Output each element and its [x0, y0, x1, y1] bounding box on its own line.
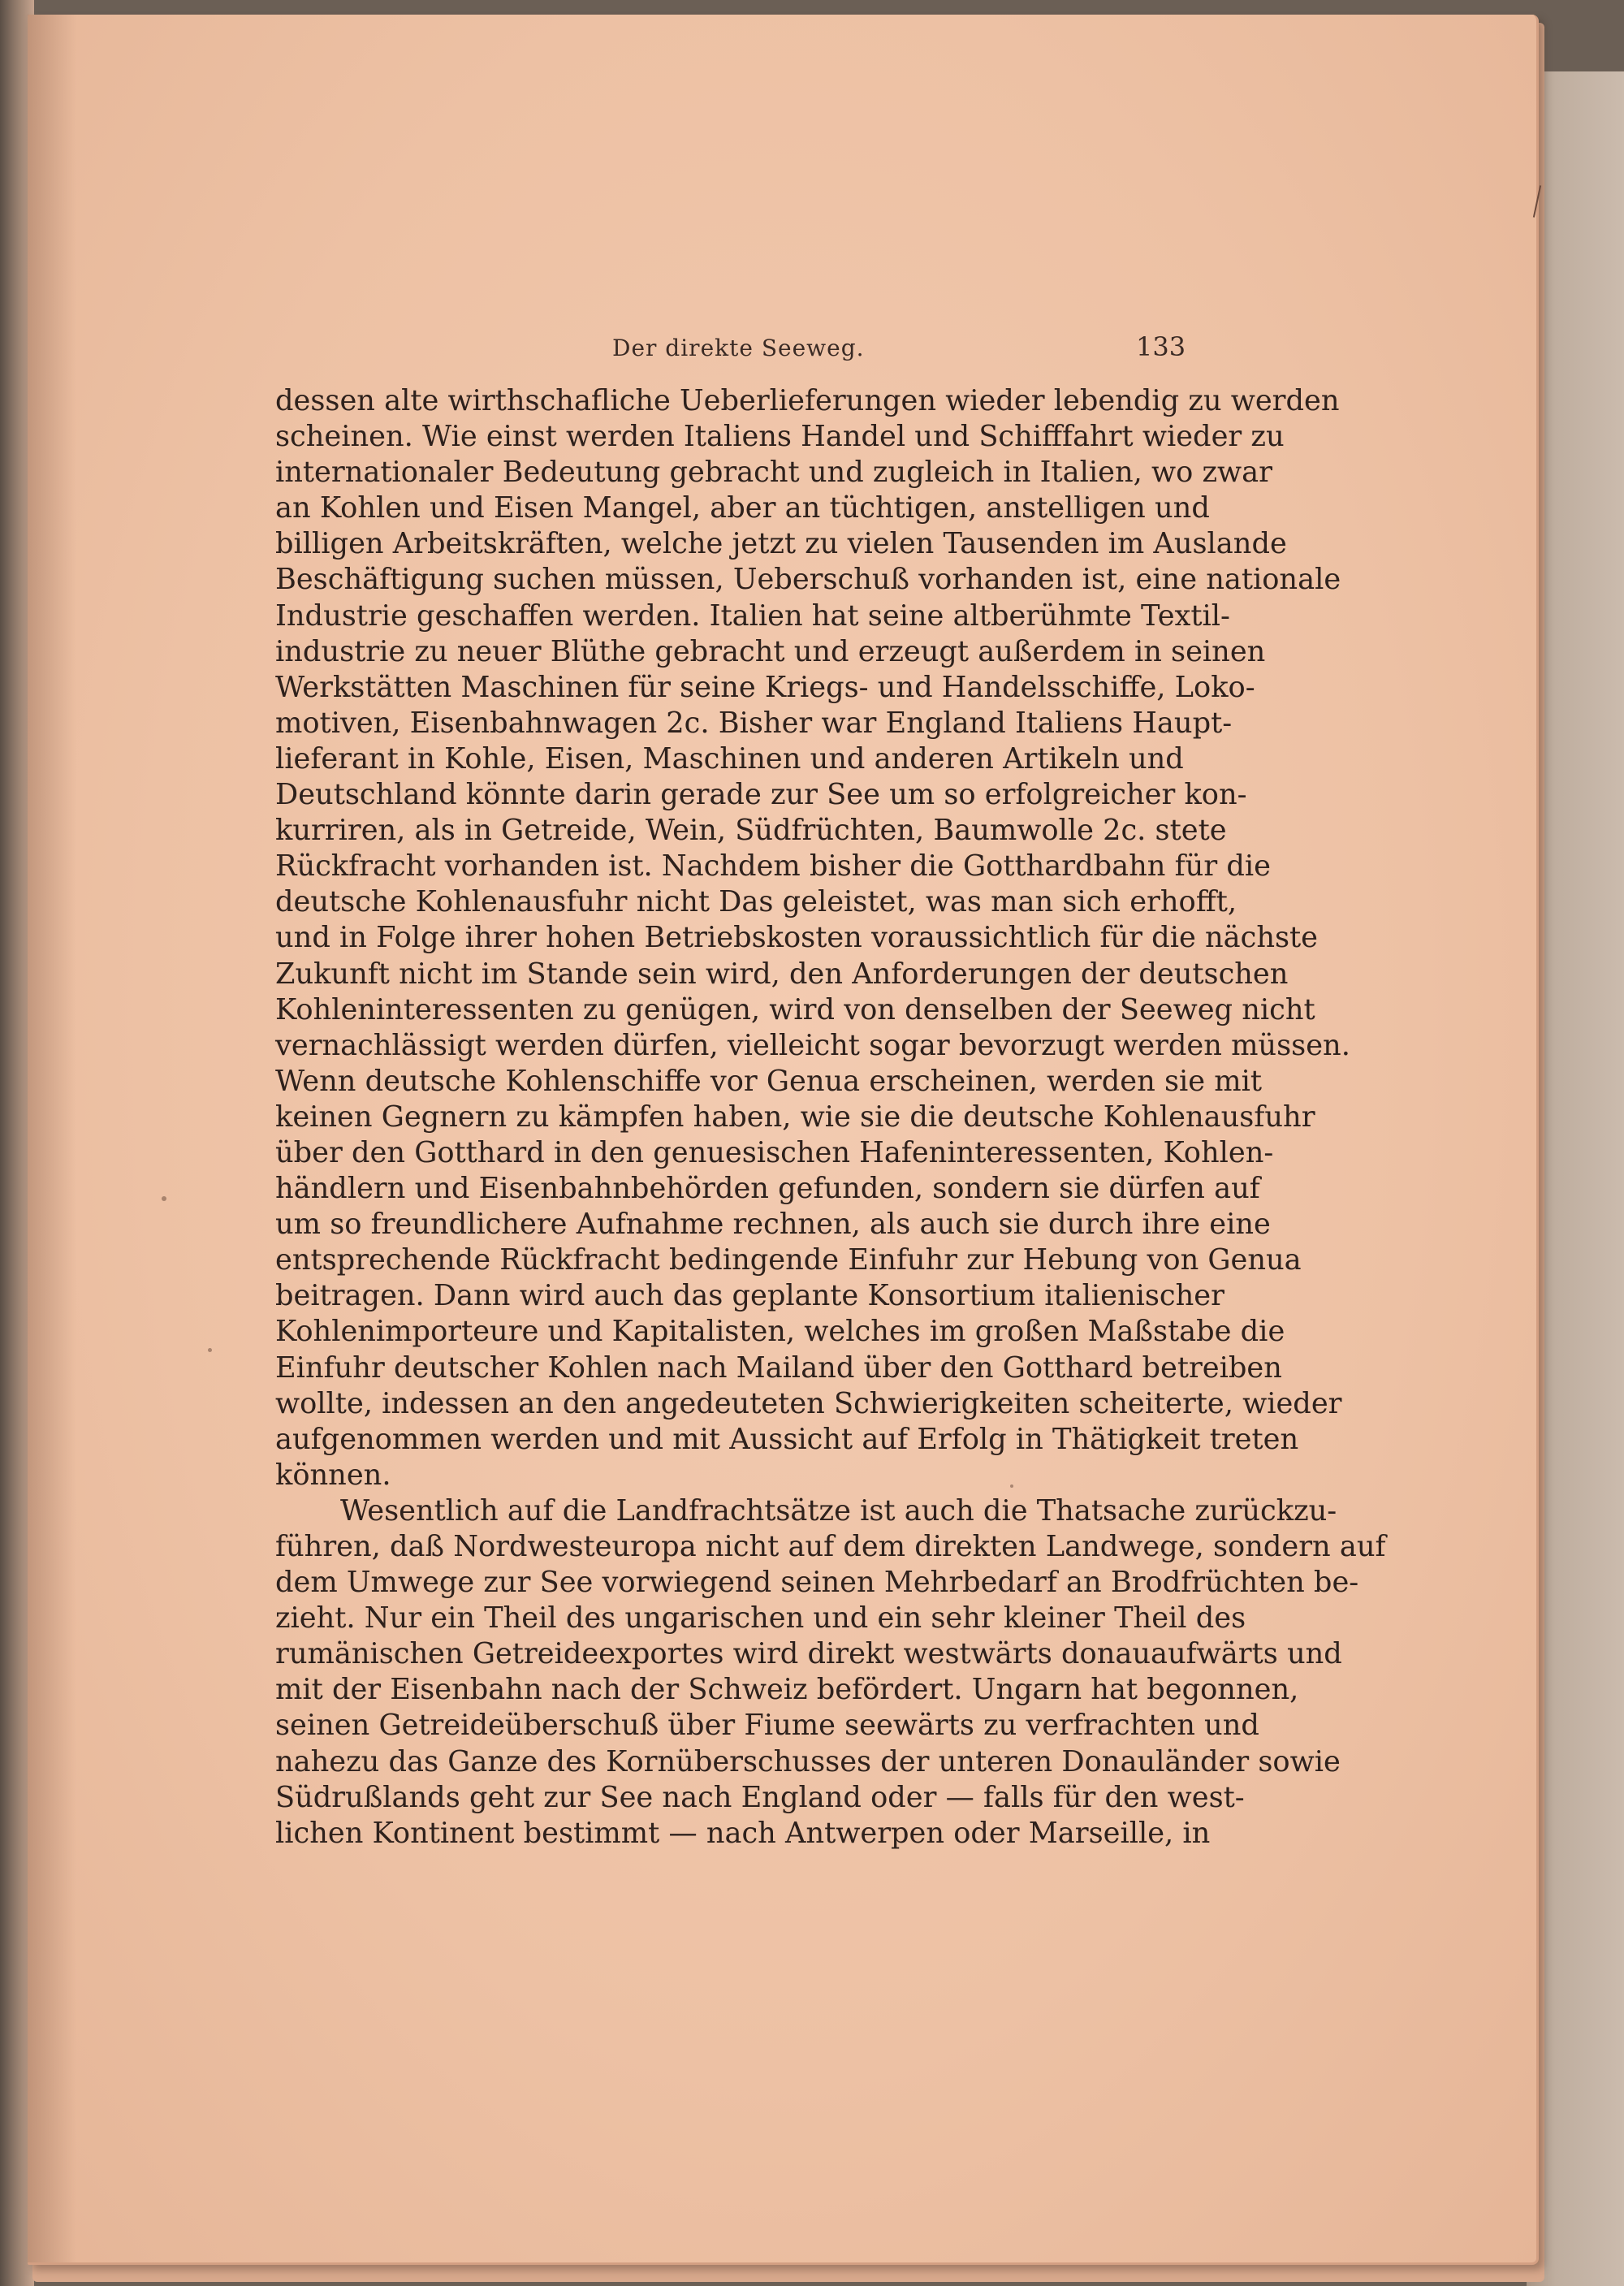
text-line: händlern und Eisenbahnbehörden gefunden, sondern sie dürfen auf — [275, 1172, 1260, 1206]
text-line: lieferant in Kohle, Eisen, Maschinen und anderen Artikeln und — [275, 741, 1184, 776]
text-line: und in Folge ihrer hohen Betriebskosten voraussichtlich für die nächste — [275, 921, 1318, 955]
text-line: entsprechende Rückfracht bedingende Einfuhr zur Hebung von Genua — [275, 1243, 1302, 1277]
text-line: scheinen. Wie einst werden Italiens Handel und Schifffahrt wieder zu — [275, 420, 1285, 454]
text-line: Deutschland könnte darin gerade zur See um so erfolgreicher kon- — [275, 778, 1247, 812]
book-page — [28, 15, 1539, 2265]
text-line: lichen Kontinent bestimmt — nach Antwerpen oder Marseille, in — [275, 1816, 1211, 1850]
text-line: um so freundlichere Aufnahme rechnen, als auch sie durch ihre eine — [275, 1208, 1271, 1242]
text-line: Zukunft nicht im Stande sein wird, den Anforderungen der deutschen — [275, 957, 1289, 991]
text-line: aufgenommen werden und mit Aussicht auf Erfolg in Thätigkeit treten — [275, 1422, 1299, 1456]
text-line: keinen Gegnern zu kämpfen haben, wie sie die deutsche Kohlenausfuhr — [275, 1100, 1315, 1134]
text-line: internationaler Bedeutung gebracht und zugleich in Italien, wo zwar — [275, 456, 1272, 490]
text-line: über den Gotthard in den genuesischen Hafeninteressenten, Kohlen- — [275, 1135, 1274, 1169]
text-line: motiven, Eisenbahnwagen 2c. Bisher war England Italiens Haupt- — [275, 706, 1233, 740]
text-line: vernachlässigt werden dürfen, vielleicht sogar bevorzugt werden müssen. — [275, 1028, 1350, 1062]
text-line: Rückfracht vorhanden ist. Nachdem bisher die Gotthardbahn für die — [275, 849, 1271, 884]
paper-speck — [162, 1196, 166, 1201]
text-line: nahezu das Ganze des Kornüberschusses der unteren Donauländer sowie — [275, 1744, 1341, 1778]
text-line: deutsche Kohlenausfuhr nicht Das geleistet, was man sich erhofft, — [275, 885, 1237, 919]
text-line: seinen Getreideüberschuß über Fiume seewärts zu verfrachten und — [275, 1709, 1259, 1743]
text-line: an Kohlen und Eisen Mangel, aber an tüchtigen, anstelligen und — [275, 491, 1210, 525]
text-line: Südrußlands geht zur See nach England oder — falls für den west- — [275, 1780, 1245, 1814]
text-line: kurriren, als in Getreide, Wein, Südfrüchten, Baumwolle 2c. stete — [275, 814, 1227, 848]
body-text — [275, 383, 1386, 1852]
text-line: Industrie geschaffen werden. Italien hat seine altberühmte Textil- — [275, 599, 1230, 633]
text-line: Kohlenimporteure und Kapitalisten, welches im großen Maßstabe die — [275, 1315, 1285, 1349]
text-line: billigen Arbeitskräften, welche jetzt zu vielen Tausenden im Auslande — [275, 527, 1287, 561]
text-line: Werkstätten Maschinen für seine Kriegs- und Handelsschiffe, Loko- — [275, 670, 1255, 704]
text-line: mit der Eisenbahn nach der Schweiz befördert. Ungarn hat begonnen, — [275, 1673, 1299, 1707]
paper-speck — [208, 1348, 212, 1352]
text-line: Wenn deutsche Kohlenschiffe vor Genua erscheinen, werden sie mit — [275, 1064, 1263, 1098]
text-line: Beschäftigung suchen müssen, Ueberschuß vorhanden ist, eine nationale — [275, 563, 1341, 597]
running-title: Der direkte Seeweg. — [612, 335, 865, 361]
page-number: 133 — [1136, 331, 1186, 362]
text-line: Einfuhr deutscher Kohlen nach Mailand über den Gotthard betreiben — [275, 1350, 1282, 1385]
paper-speck — [1010, 1484, 1013, 1488]
text-line: können. — [275, 1458, 391, 1492]
text-line: Wesentlich auf die Landfrachtsätze ist auch die Thatsache zurückzu- — [340, 1493, 1337, 1528]
text-line: dem Umwege zur See vorwiegend seinen Mehrbedarf an Brodfrüchten be- — [275, 1566, 1359, 1600]
text-line: wollte, indessen an den angedeuteten Schwierigkeiten scheiterte, wieder — [275, 1386, 1342, 1420]
text-line: rumänischen Getreideexportes wird direkt westwärts donauaufwärts und — [275, 1637, 1342, 1671]
text-line: industrie zu neuer Blüthe gebracht und erzeugt außerdem in seinen — [275, 634, 1266, 668]
text-line: Kohleninteressenten zu genügen, wird von denselben der Seeweg nicht — [275, 992, 1315, 1026]
running-head — [28, 331, 1536, 367]
text-line: zieht. Nur ein Theil des ungarischen und ein sehr kleiner Theil des — [275, 1601, 1246, 1636]
text-line: dessen alte wirthschafliche Ueberlieferungen wieder lebendig zu werden — [275, 384, 1340, 417]
text-line: führen, daß Nordwesteuropa nicht auf dem direkten Landwege, sondern auf — [275, 1530, 1386, 1563]
text-line: beitragen. Dann wird auch das geplante Konsortium italienischer — [275, 1279, 1224, 1313]
